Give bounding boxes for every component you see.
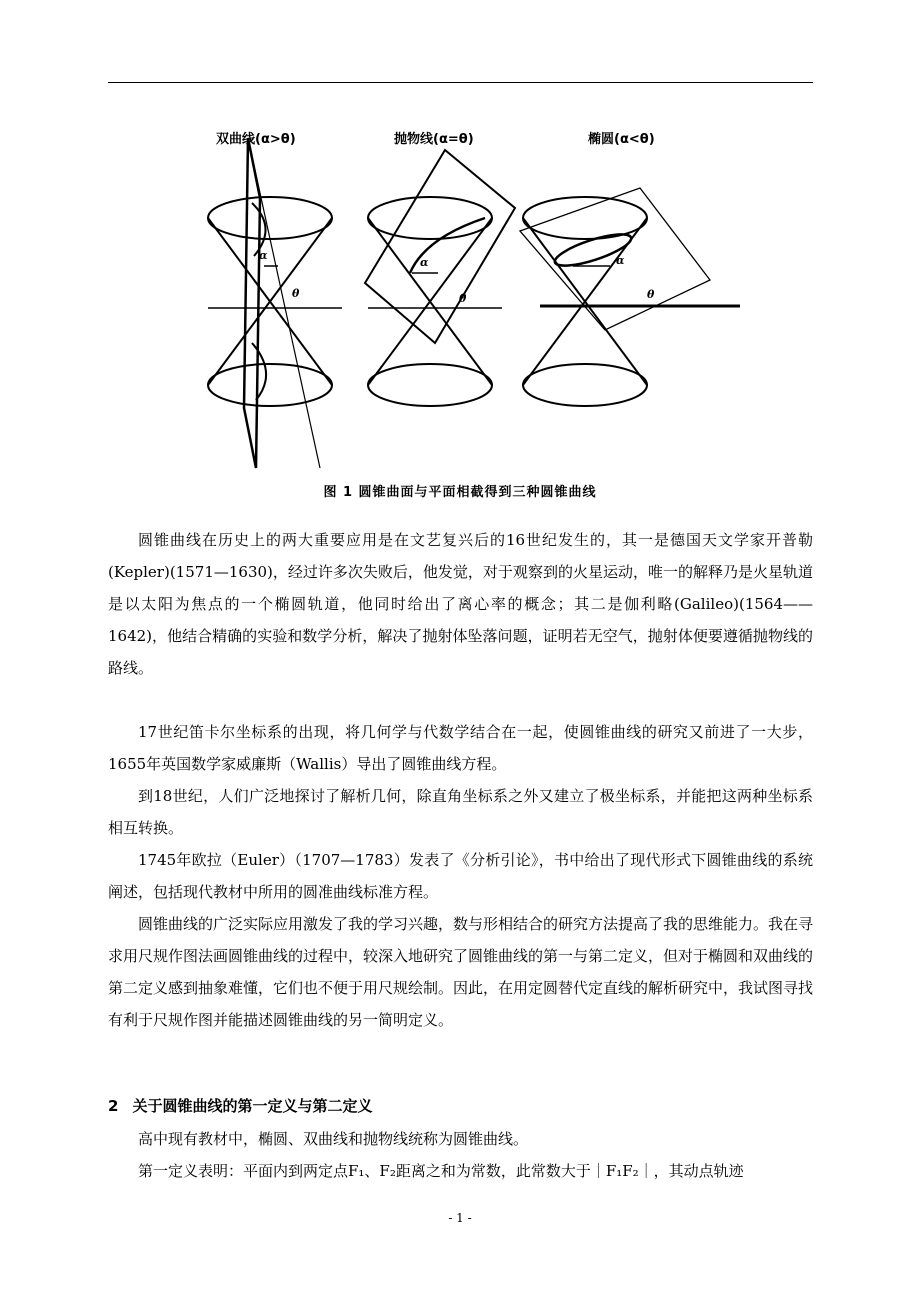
alpha-label-3: α: [616, 254, 625, 267]
paragraph-6: 高中现有教材中，椭圆、双曲线和抛物线统称为圆锥曲线。: [138, 1130, 529, 1148]
cone-hyperbola: [208, 138, 342, 468]
paragraph-2: 17世纪笛卡尔坐标系的出现，将几何学与代数学结合在一起，使圆锥曲线的研究又前进了一大步，1655年英国数学家威廉斯（Wallis）导出了圆锥曲线方程。: [108, 723, 813, 773]
label-hyperbola: 双曲线(α>θ): [216, 132, 296, 147]
label-ellipse: 椭圆(α<θ): [588, 132, 655, 147]
section-number: 2: [108, 1097, 119, 1115]
paragraph-7: 第一定义表明：平面内到两定点F₁、F₂距离之和为常数，此常数大于｜F₁F₂｜，其动点轨迹: [138, 1162, 744, 1180]
paragraph-1: 圆锥曲线在历史上的两大重要应用是在文艺复兴后的16世纪发生的，其一是德国天文学家开普勒(Kepler)(1571—1630)，经过许多次失败后，他发觉，对于观察到的火星运动，唯一的解释乃是火星轨道是以太阳为焦点的一个椭圆轨道，他同时给出了离心率的概念；其二是伽利略(Galileo)(1564——1642)，他结合精确的实验和数学分析，解决了抛射体坠落问题，证明若无空气，抛射体便要遵循抛物线的路线。: [108, 531, 813, 677]
paragraph-5: 圆锥曲线的广泛实际应用激发了我的学习兴趣，数与形相结合的研究方法提高了我的思维能力。我在寻求用尺规作图法画圆锥曲线的过程中，较深入地研究了圆锥曲线的第一与第二定义，但对于椭圆和双曲线的第二定义感到抽象难懂，它们也不便于用尺规绘制。因此，在用定圆替代定直线的解析研究中，我试图寻找有利于尺规作图并能描述圆锥曲线的另一简明定义。: [108, 915, 814, 1029]
theta-label-2: θ: [459, 292, 467, 305]
section-title: 关于圆锥曲线的第一定义与第二定义: [132, 1097, 373, 1115]
paragraph-3: 到18世纪，人们广泛地探讨了解析几何，除直角坐标系之外又建立了极坐标系，并能把这两种坐标系相互转换。: [108, 787, 813, 837]
alpha-label-1: α: [259, 249, 268, 262]
section-heading: [108, 1095, 372, 1116]
alpha-label-2: α: [420, 256, 429, 269]
theta-label-1: θ: [292, 287, 300, 300]
figure-caption: 图 1 圆锥曲面与平面相截得到三种圆锥曲线: [323, 485, 597, 500]
header-rule: [108, 82, 813, 83]
label-parabola: 抛物线(α=θ): [394, 132, 474, 147]
theta-label-3: θ: [647, 288, 655, 301]
paragraph-4: 1745年欧拉（Euler）（1707—1783）发表了《分析引论》，书中给出了现代形式下圆锥曲线的系统阐述，包括现代教材中所用的圆准曲线标准方程。: [108, 851, 813, 901]
conic-sections-figure: [195, 118, 755, 478]
cone-parabola: [365, 150, 515, 406]
cone-ellipse: [520, 188, 740, 406]
page-number: - 1 -: [448, 1211, 472, 1225]
